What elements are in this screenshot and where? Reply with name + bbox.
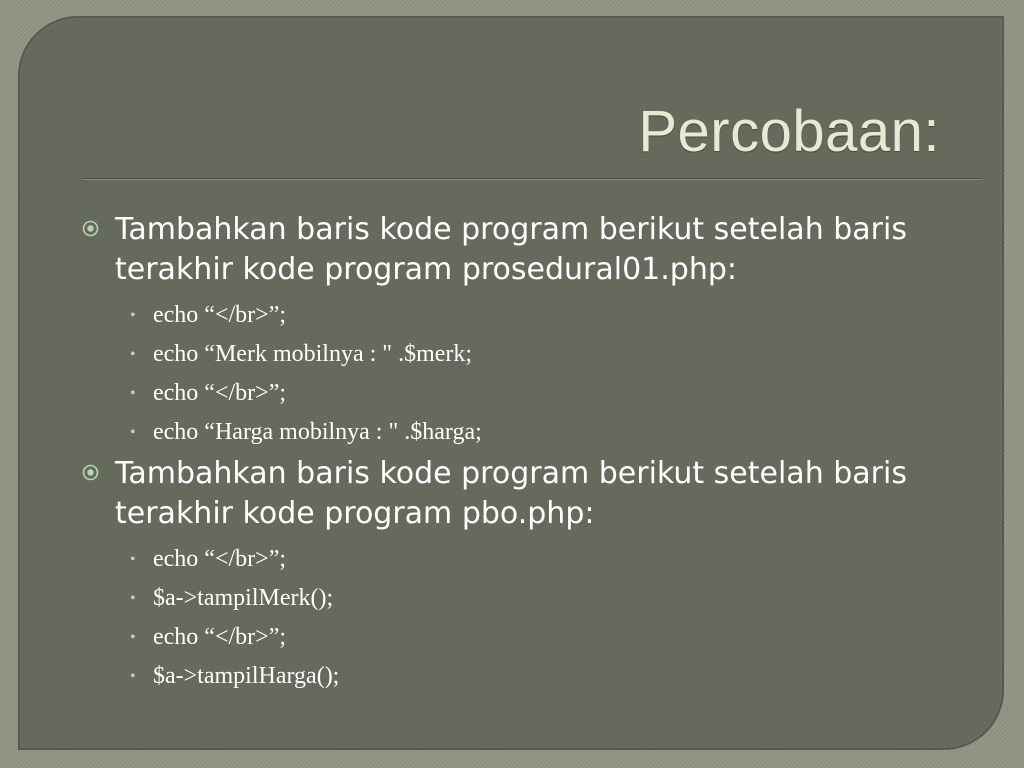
bullet-point-2-text: Tambahkan baris kode program berikut setelah baris terakhir kode program pbo.php: bbox=[115, 456, 907, 531]
bullet-dot-icon: • bbox=[130, 551, 136, 568]
code-line: $a->tampilHarga(); bbox=[153, 663, 340, 689]
sub-bullet-item bbox=[82, 413, 982, 452]
slide-content bbox=[82, 210, 982, 696]
sub-list-2 bbox=[82, 540, 982, 696]
code-line: $a->tampilMerk(); bbox=[153, 585, 334, 611]
slide-panel bbox=[18, 16, 1004, 750]
code-line: echo “Merk mobilnya : " .$merk; bbox=[153, 341, 473, 367]
bullet-group-2 bbox=[82, 454, 982, 696]
bullet-dot-icon: • bbox=[130, 346, 136, 363]
bullet-group-1 bbox=[82, 210, 982, 452]
sub-bullet-item bbox=[82, 618, 982, 657]
bullet-point-1 bbox=[82, 210, 982, 290]
sub-bullet-item bbox=[82, 657, 982, 696]
bullet-dot-icon: • bbox=[130, 385, 136, 402]
bullet-dot-icon: • bbox=[130, 307, 136, 324]
sub-bullet-item bbox=[82, 374, 982, 413]
sub-list-1 bbox=[82, 296, 982, 452]
sub-bullet-item bbox=[82, 335, 982, 374]
slide-title: Percobaan: bbox=[638, 99, 940, 164]
code-line: echo “</br>”; bbox=[153, 302, 287, 328]
code-line: echo “</br>”; bbox=[153, 546, 287, 572]
sub-bullet-item bbox=[82, 540, 982, 579]
bullet-dot-icon: • bbox=[130, 590, 136, 607]
bullet-point-1-text: Tambahkan baris kode program berikut setelah baris terakhir kode program prosedural01.php: bbox=[115, 212, 907, 287]
code-line: echo “</br>”; bbox=[153, 624, 287, 650]
circled-dot-icon bbox=[82, 464, 99, 481]
sub-bullet-item bbox=[82, 296, 982, 335]
bullet-dot-icon: • bbox=[130, 424, 136, 441]
code-line: echo “</br>”; bbox=[153, 380, 287, 406]
bullet-point-2 bbox=[82, 454, 982, 534]
title-divider bbox=[84, 178, 982, 180]
sub-bullet-item bbox=[82, 579, 982, 618]
circled-dot-icon bbox=[82, 220, 99, 237]
code-line: echo “Harga mobilnya : " .$harga; bbox=[153, 419, 482, 445]
bullet-dot-icon: • bbox=[130, 668, 136, 685]
bullet-dot-icon: • bbox=[130, 629, 136, 646]
